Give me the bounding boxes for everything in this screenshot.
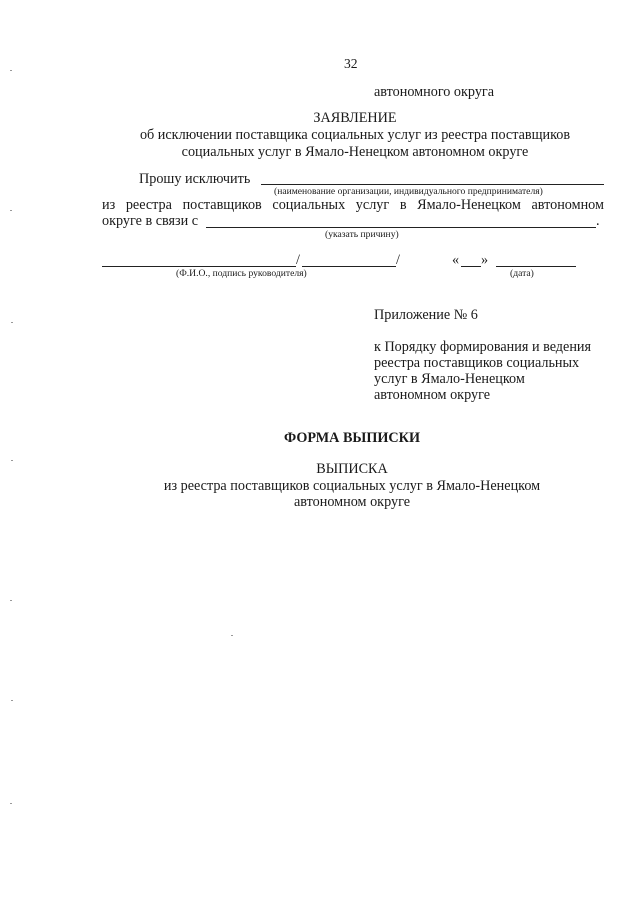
signature-slash-1: / bbox=[296, 252, 300, 268]
day-blank-line bbox=[461, 266, 481, 267]
appendix-line3: услуг в Ямало-Ненецком bbox=[374, 371, 525, 387]
signature-caption: (Ф.И.О., подпись руководителя) bbox=[176, 268, 307, 279]
signature-slash-2: / bbox=[396, 252, 400, 268]
statement-title: ЗАЯВЛЕНИЕ bbox=[313, 110, 397, 126]
extract-subtitle-line2: автономном округе bbox=[294, 494, 410, 510]
scan-speck bbox=[231, 635, 233, 636]
date-caption: (дата) bbox=[510, 268, 534, 279]
date-close-quote: » bbox=[481, 252, 489, 268]
reason-caption: (указать причину) bbox=[325, 229, 399, 240]
appendix-line2: реестра поставщиков социальных bbox=[374, 355, 580, 371]
date-open-quote: « bbox=[452, 252, 460, 268]
appendix-title: Приложение № 6 bbox=[374, 307, 478, 323]
signature-blank-line bbox=[302, 266, 396, 267]
scan-speck bbox=[10, 803, 12, 804]
appendix-line1: к Порядку формирования и ведения bbox=[374, 339, 592, 355]
scan-speck bbox=[10, 600, 12, 601]
scan-speck bbox=[10, 210, 12, 211]
body-line1: из реестра поставщиков социальных услуг в Ямало-Ненецком автономном bbox=[102, 197, 604, 213]
request-label: Прошу исключить bbox=[139, 171, 251, 187]
appendix-line4: автономном округе bbox=[374, 387, 490, 403]
statement-subtitle-line1: об исключении поставщика социальных услуг из реестра поставщиков bbox=[139, 127, 571, 143]
page-number: 32 bbox=[344, 56, 358, 71]
scan-speck bbox=[11, 700, 13, 701]
scan-speck bbox=[11, 460, 13, 461]
extract-title: ВЫПИСКА bbox=[316, 461, 388, 477]
organization-caption: (наименование организации, индивидуального предпринимателя) bbox=[274, 186, 543, 197]
scan-speck bbox=[10, 70, 12, 71]
organization-blank-line bbox=[261, 184, 604, 185]
reason-blank-line bbox=[206, 227, 596, 228]
body-line2-prefix: округе в связи с bbox=[102, 213, 199, 229]
month-year-blank-line bbox=[496, 266, 576, 267]
statement-subtitle-line2: социальных услуг в Ямало-Ненецком автономном округе bbox=[181, 144, 529, 160]
name-blank-line bbox=[102, 266, 296, 267]
body-line2-end: . bbox=[596, 213, 600, 229]
form-heading: ФОРМА ВЫПИСКИ bbox=[283, 430, 420, 446]
continuation-text: автономного округа bbox=[374, 84, 495, 100]
scan-speck bbox=[11, 322, 13, 323]
extract-subtitle-line1: из реестра поставщиков социальных услуг в Ямало-Ненецком bbox=[163, 478, 541, 494]
